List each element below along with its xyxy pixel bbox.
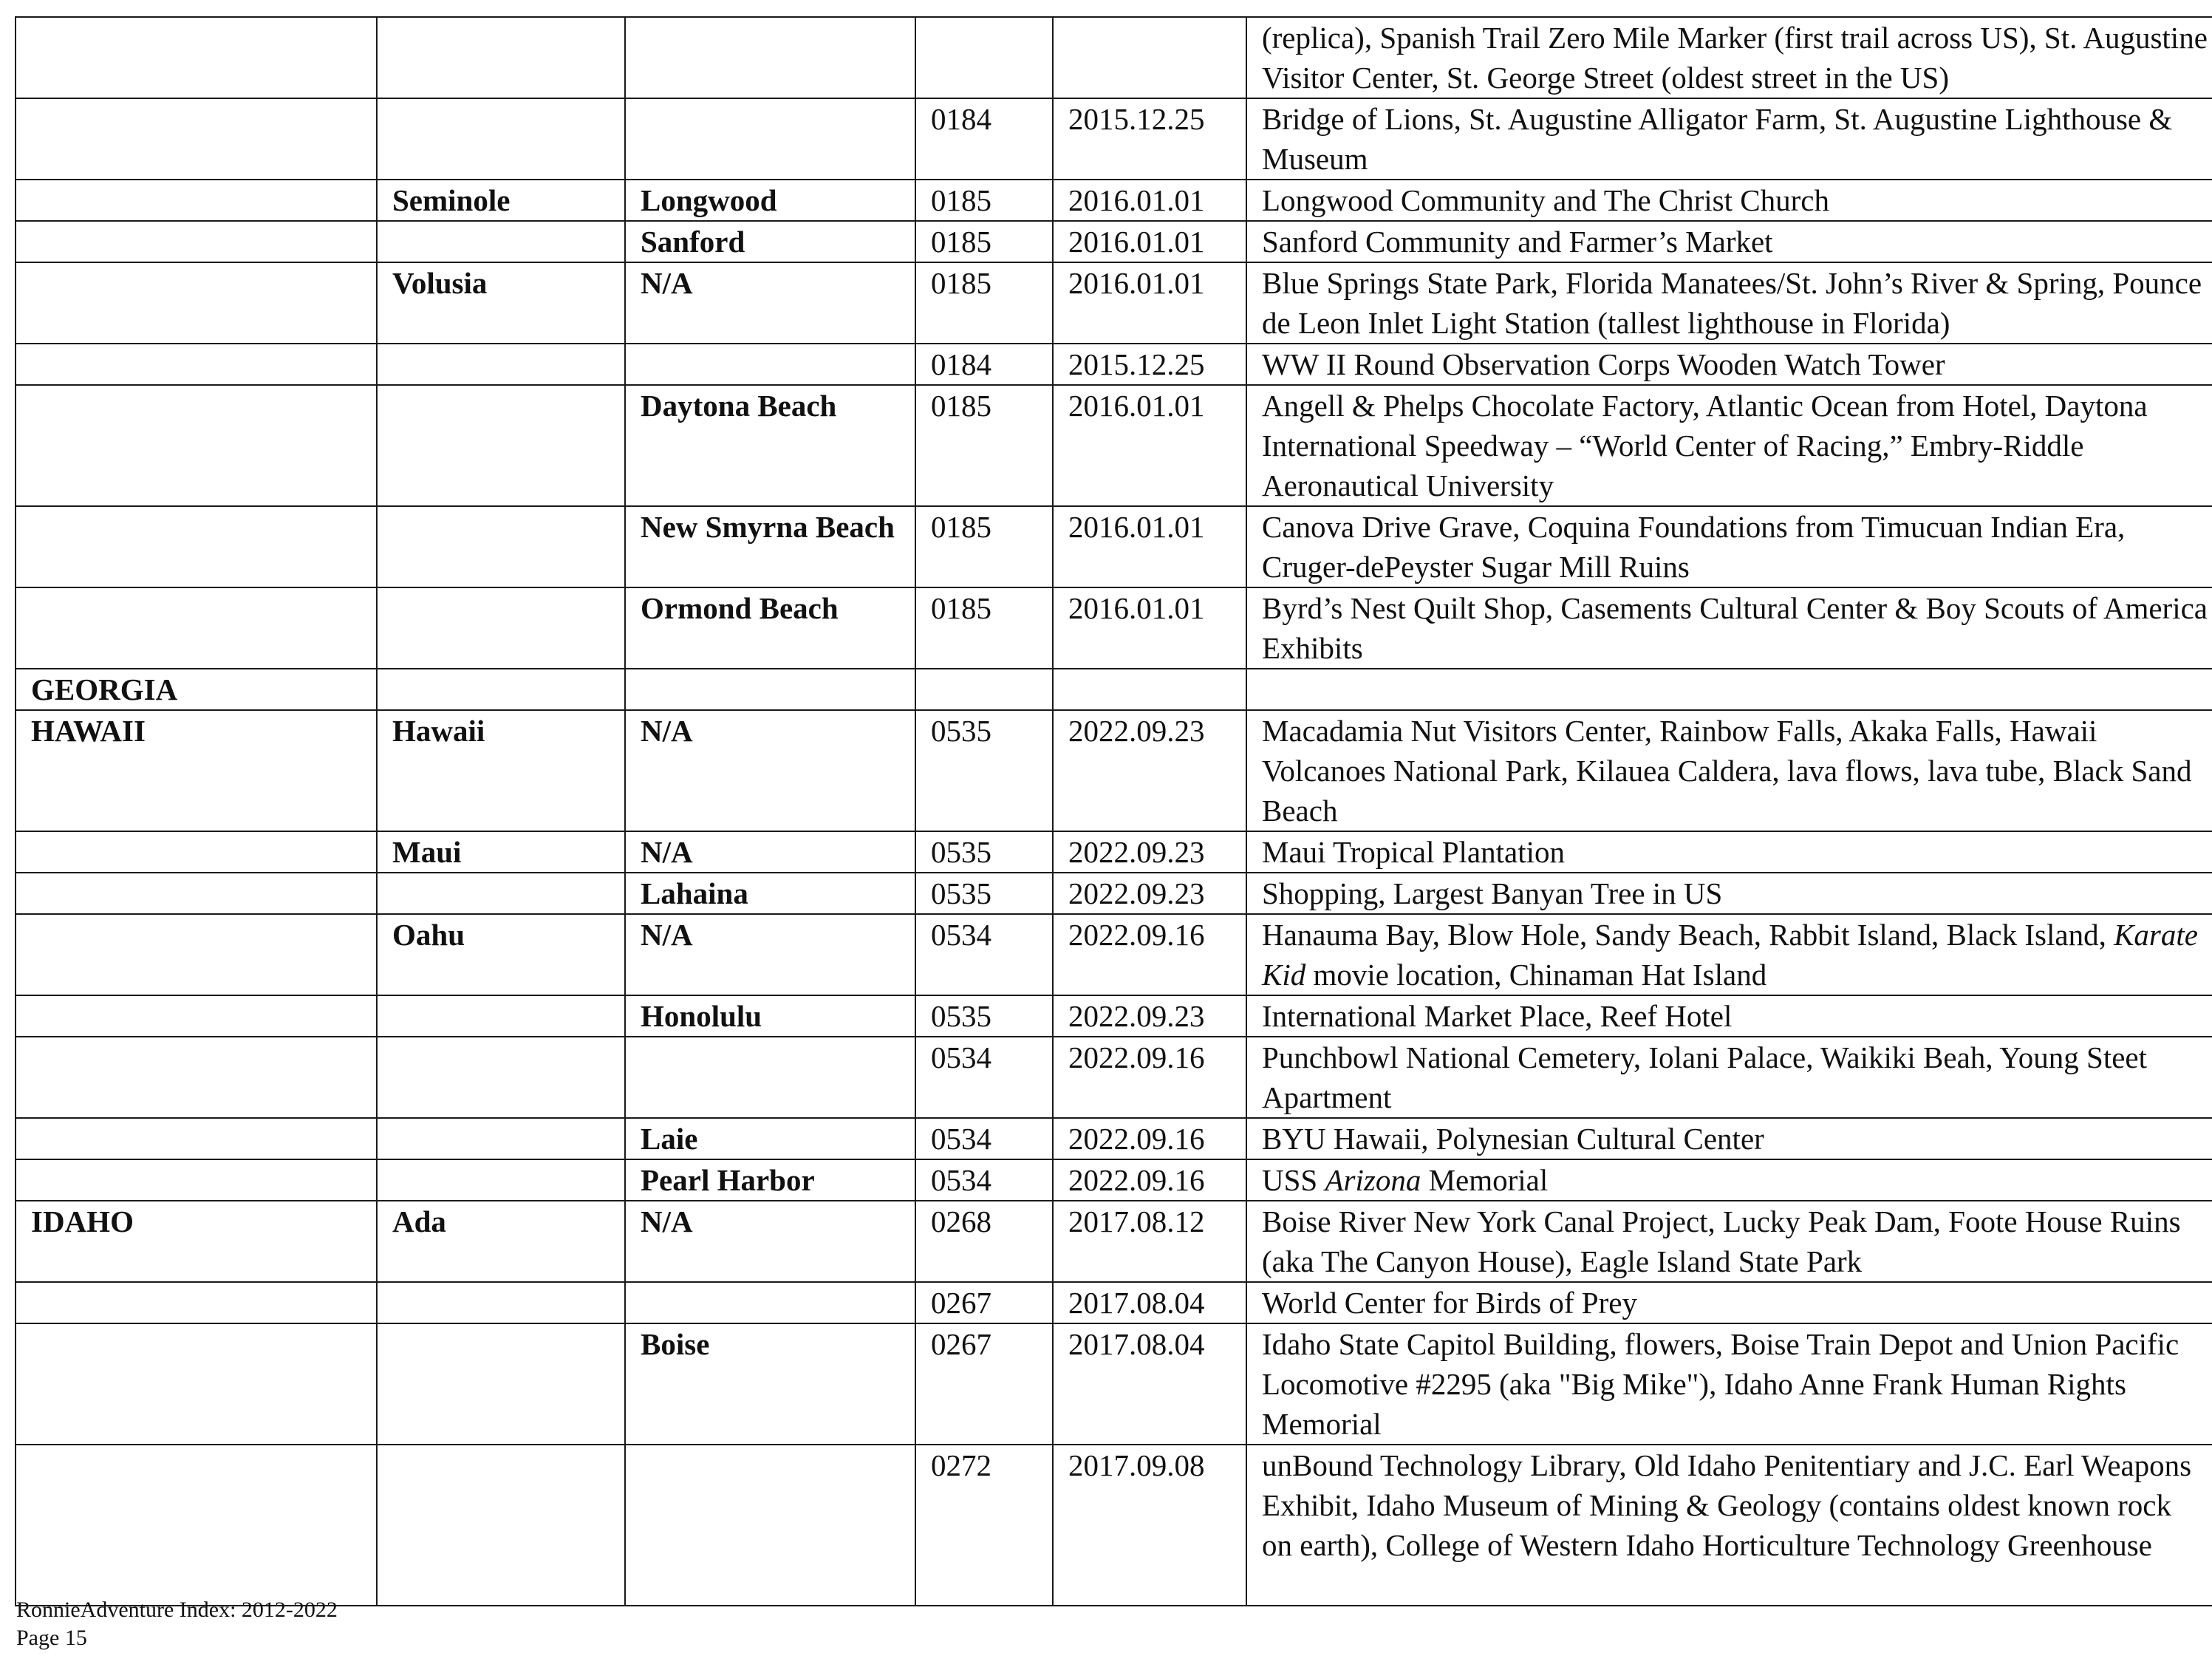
- table-row: [16, 1159, 2212, 1201]
- table-row: [16, 17, 2212, 98]
- description-text: Macadamia Nut Visitors Center, Rainbow Falls, Akaka Falls, Hawaii Volcanoes National Park, Kilauea Caldera, lava flows, lava tube, Black Sand Beach: [1262, 714, 2192, 828]
- city-cell: [625, 1445, 915, 1606]
- description-cell: [1246, 1201, 2212, 1282]
- county-cell: [377, 1118, 625, 1159]
- description-text: Bridge of Lions, St. Augustine Alligator Farm, St. Augustine Lighthouse & Museum: [1262, 102, 2173, 176]
- state-cell: HAWAII: [16, 710, 377, 831]
- date-cell: 2022.09.16: [1053, 1037, 1246, 1118]
- issue-cell: 0268: [915, 1201, 1053, 1282]
- index-table: [15, 16, 2212, 1606]
- description-text: Maui Tropical Plantation: [1262, 835, 1565, 869]
- state-cell: [16, 587, 377, 669]
- date-cell: 2016.01.01: [1053, 506, 1246, 587]
- date-cell: 2017.08.12: [1053, 1201, 1246, 1282]
- issue-cell: 0184: [915, 344, 1053, 385]
- description-text-continued: Memorial: [1421, 1163, 1549, 1197]
- issue-cell: 0534: [915, 1037, 1053, 1118]
- county-cell: [377, 344, 625, 385]
- table-row: [16, 385, 2212, 506]
- issue-cell: 0185: [915, 587, 1053, 669]
- issue-cell: 0535: [915, 995, 1053, 1037]
- issue-cell: [915, 669, 1053, 710]
- date-cell: 2017.08.04: [1053, 1323, 1246, 1445]
- description-text: BYU Hawaii, Polynesian Cultural Center: [1262, 1122, 1764, 1156]
- county-cell: Volusia: [377, 262, 625, 344]
- city-cell: Pearl Harbor: [625, 1159, 915, 1201]
- table-row: [16, 1282, 2212, 1323]
- issue-cell: 0534: [915, 1159, 1053, 1201]
- state-cell: [16, 995, 377, 1037]
- description-cell: [1246, 1445, 2212, 1606]
- description-cell: [1246, 1159, 2212, 1201]
- date-cell: 2015.12.25: [1053, 344, 1246, 385]
- date-cell: 2022.09.16: [1053, 1159, 1246, 1201]
- description-cell: [1246, 710, 2212, 831]
- issue-cell: 0534: [915, 1118, 1053, 1159]
- state-cell: [16, 385, 377, 506]
- description-text: (replica), Spanish Trail Zero Mile Marker (first trail across US), St. Augustine Visitor Center, St. George Street (oldest street in the US): [1262, 21, 2208, 95]
- description-text: Longwood Community and The Christ Church: [1262, 183, 1829, 217]
- description-text: Boise River New York Canal Project, Lucky Peak Dam, Foote House Ruins (aka The Canyon House), Eagle Island State Park: [1262, 1204, 2181, 1278]
- city-cell: Lahaina: [625, 873, 915, 914]
- table-row: [16, 669, 2212, 710]
- description-italic-title: Arizona: [1325, 1163, 1421, 1197]
- description-text: Blue Springs State Park, Florida Manatees/St. John’s River & Spring, Pounce de Leon Inlet Light Station (tallest lighthouse in Florida): [1262, 266, 2202, 340]
- city-cell: Longwood: [625, 180, 915, 221]
- date-cell: 2015.12.25: [1053, 98, 1246, 180]
- table-row: [16, 995, 2212, 1037]
- table-row: [16, 587, 2212, 669]
- city-cell: N/A: [625, 710, 915, 831]
- description-text: WW II Round Observation Corps Wooden Watch Tower: [1262, 347, 1945, 381]
- date-cell: 2022.09.23: [1053, 873, 1246, 914]
- date-cell: 2022.09.23: [1053, 710, 1246, 831]
- index-document: [15, 16, 2212, 1606]
- date-cell: 2017.08.04: [1053, 1282, 1246, 1323]
- description-cell: [1246, 180, 2212, 221]
- description-text: World Center for Birds of Prey: [1262, 1286, 1637, 1320]
- city-cell: N/A: [625, 1201, 915, 1282]
- table-row: [16, 221, 2212, 262]
- issue-cell: 0185: [915, 221, 1053, 262]
- description-cell: [1246, 344, 2212, 385]
- state-cell: [16, 506, 377, 587]
- description-cell: [1246, 98, 2212, 180]
- county-cell: [377, 98, 625, 180]
- description-cell: [1246, 1118, 2212, 1159]
- date-cell: 2022.09.23: [1053, 831, 1246, 873]
- description-cell: [1246, 831, 2212, 873]
- city-cell: [625, 1037, 915, 1118]
- issue-cell: 0535: [915, 831, 1053, 873]
- date-cell: [1053, 669, 1246, 710]
- table-row: [16, 180, 2212, 221]
- table-row: [16, 1037, 2212, 1118]
- description-text: Idaho State Capitol Building, flowers, Boise Train Depot and Union Pacific Locomotive #2295 (aka "Big Mike"), Idaho Anne Frank Human Rights Memorial: [1262, 1327, 2179, 1441]
- description-text-continued: movie location, Chinaman Hat Island: [1305, 958, 1767, 992]
- table-row: [16, 873, 2212, 914]
- description-text: Hanauma Bay, Blow Hole, Sandy Beach, Rabbit Island, Black Island,: [1262, 918, 2114, 952]
- city-cell: Sanford: [625, 221, 915, 262]
- issue-cell: [915, 17, 1053, 98]
- county-cell: [377, 873, 625, 914]
- issue-cell: 0267: [915, 1323, 1053, 1445]
- table-row: [16, 262, 2212, 344]
- issue-cell: 0272: [915, 1445, 1053, 1606]
- table-row: [16, 710, 2212, 831]
- county-cell: Maui: [377, 831, 625, 873]
- table-row: [16, 344, 2212, 385]
- description-cell: [1246, 1282, 2212, 1323]
- state-cell: [16, 262, 377, 344]
- description-cell: [1246, 1323, 2212, 1445]
- footer-page-number: Page 15: [16, 1626, 87, 1650]
- state-cell: [16, 1445, 377, 1606]
- page-footer: [16, 1596, 338, 1652]
- state-cell: GEORGIA: [16, 669, 377, 710]
- county-cell: [377, 669, 625, 710]
- date-cell: 2016.01.01: [1053, 385, 1246, 506]
- description-cell: [1246, 17, 2212, 98]
- county-cell: [377, 1282, 625, 1323]
- city-cell: [625, 1282, 915, 1323]
- issue-cell: 0535: [915, 710, 1053, 831]
- state-cell: [16, 1282, 377, 1323]
- city-cell: N/A: [625, 914, 915, 995]
- city-cell: Ormond Beach: [625, 587, 915, 669]
- county-cell: [377, 385, 625, 506]
- description-text: Byrd’s Nest Quilt Shop, Casements Cultural Center & Boy Scouts of America Exhibits: [1262, 591, 2208, 665]
- county-cell: [377, 17, 625, 98]
- issue-cell: 0534: [915, 914, 1053, 995]
- index-table-body: [16, 17, 2212, 1606]
- description-text: International Market Place, Reef Hotel: [1262, 999, 1733, 1033]
- table-row: [16, 1201, 2212, 1282]
- city-cell: [625, 344, 915, 385]
- issue-cell: 0185: [915, 262, 1053, 344]
- table-row: [16, 98, 2212, 180]
- county-cell: Oahu: [377, 914, 625, 995]
- issue-cell: 0185: [915, 506, 1053, 587]
- footer-title: RonnieAdventure Index: 2012-2022: [16, 1598, 338, 1622]
- state-cell: [16, 221, 377, 262]
- county-cell: [377, 587, 625, 669]
- table-row: [16, 1323, 2212, 1445]
- issue-cell: 0535: [915, 873, 1053, 914]
- issue-cell: 0185: [915, 180, 1053, 221]
- description-text: Sanford Community and Farmer’s Market: [1262, 225, 1773, 259]
- date-cell: 2016.01.01: [1053, 180, 1246, 221]
- state-cell: IDAHO: [16, 1201, 377, 1282]
- description-text: USS: [1262, 1163, 1325, 1197]
- city-cell: [625, 669, 915, 710]
- table-row: [16, 1445, 2212, 1606]
- state-cell: [16, 1159, 377, 1201]
- city-cell: Honolulu: [625, 995, 915, 1037]
- table-row: [16, 506, 2212, 587]
- county-cell: [377, 995, 625, 1037]
- county-cell: Ada: [377, 1201, 625, 1282]
- table-row: [16, 914, 2212, 995]
- date-cell: 2022.09.16: [1053, 1118, 1246, 1159]
- state-cell: [16, 873, 377, 914]
- description-text: Angell & Phelps Chocolate Factory, Atlantic Ocean from Hotel, Daytona International Speedway – “World Center of Racing,” Embry-Riddle Aeronautical University: [1262, 389, 2148, 502]
- date-cell: 2022.09.16: [1053, 914, 1246, 995]
- city-cell: Laie: [625, 1118, 915, 1159]
- city-cell: [625, 17, 915, 98]
- description-cell: [1246, 262, 2212, 344]
- city-cell: N/A: [625, 262, 915, 344]
- city-cell: Daytona Beach: [625, 385, 915, 506]
- table-row: [16, 831, 2212, 873]
- state-cell: [16, 1037, 377, 1118]
- state-cell: [16, 914, 377, 995]
- city-cell: [625, 98, 915, 180]
- city-cell: Boise: [625, 1323, 915, 1445]
- county-cell: [377, 506, 625, 587]
- county-cell: [377, 1323, 625, 1445]
- county-cell: [377, 1445, 625, 1606]
- date-cell: 2016.01.01: [1053, 262, 1246, 344]
- state-cell: [16, 1118, 377, 1159]
- city-cell: New Smyrna Beach: [625, 506, 915, 587]
- county-cell: Hawaii: [377, 710, 625, 831]
- description-text: Canova Drive Grave, Coquina Foundations from Timucuan Indian Era, Cruger-dePeyster Sugar Mill Ruins: [1262, 510, 2126, 584]
- description-italic-title: Karate Kid: [1262, 918, 2198, 992]
- state-cell: [16, 180, 377, 221]
- county-cell: [377, 221, 625, 262]
- description-text: Shopping, Largest Banyan Tree in US: [1262, 876, 1723, 910]
- description-cell: [1246, 385, 2212, 506]
- county-cell: [377, 1159, 625, 1201]
- state-cell: [16, 1323, 377, 1445]
- description-cell: [1246, 1037, 2212, 1118]
- description-cell: [1246, 587, 2212, 669]
- state-cell: [16, 98, 377, 180]
- table-row: [16, 1118, 2212, 1159]
- description-cell: [1246, 506, 2212, 587]
- issue-cell: 0184: [915, 98, 1053, 180]
- description-cell: [1246, 873, 2212, 914]
- state-cell: [16, 17, 377, 98]
- date-cell: 2016.01.01: [1053, 221, 1246, 262]
- county-cell: Seminole: [377, 180, 625, 221]
- county-cell: [377, 1037, 625, 1118]
- issue-cell: 0267: [915, 1282, 1053, 1323]
- state-cell: [16, 831, 377, 873]
- date-cell: 2017.09.08: [1053, 1445, 1246, 1606]
- issue-cell: 0185: [915, 385, 1053, 506]
- description-cell: [1246, 221, 2212, 262]
- city-cell: N/A: [625, 831, 915, 873]
- description-cell: [1246, 669, 2212, 710]
- state-cell: [16, 344, 377, 385]
- date-cell: 2016.01.01: [1053, 587, 1246, 669]
- description-cell: [1246, 914, 2212, 995]
- date-cell: [1053, 17, 1246, 98]
- description-text: unBound Technology Library, Old Idaho Penitentiary and J.C. Earl Weapons Exhibit, Idaho Museum of Mining & Geology (contains oldest known rock on earth), College of Western Idaho Horticulture Technology Greenhouse: [1262, 1448, 2192, 1562]
- description-cell: [1246, 995, 2212, 1037]
- date-cell: 2022.09.23: [1053, 995, 1246, 1037]
- description-text: Punchbowl National Cemetery, Iolani Palace, Waikiki Beah, Young Steet Apartment: [1262, 1040, 2148, 1114]
